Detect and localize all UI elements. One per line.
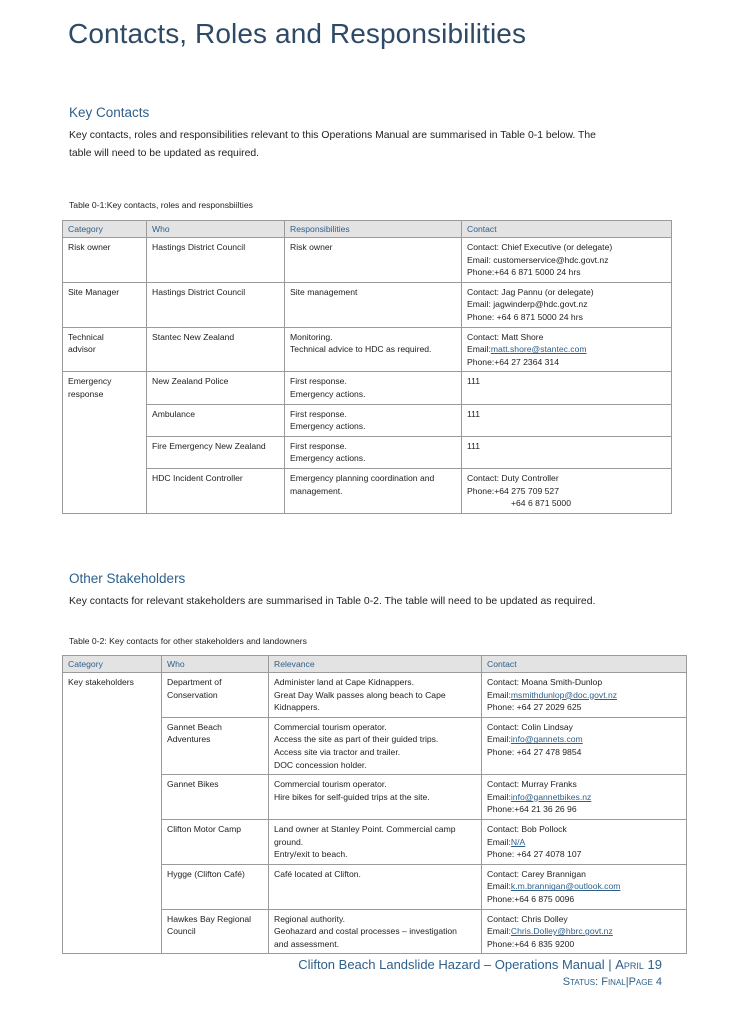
contact-label: 111 <box>467 408 481 419</box>
who-cell <box>147 468 285 513</box>
contact-label: Contact: Chief Executive (or delegate) <box>467 242 613 252</box>
responsibility-line: Emergency actions. <box>290 388 366 399</box>
contact-line <box>467 472 666 485</box>
footer-separator: | <box>625 976 629 988</box>
category-line: Key stakeholders <box>68 677 134 687</box>
contact-cell <box>482 864 687 909</box>
contact-label: Contact: Carey Brannigan <box>487 868 586 879</box>
responsibility-line: Risk owner <box>290 242 333 252</box>
responsibility-line: First response. <box>290 408 347 419</box>
stakeholders-table <box>62 655 687 954</box>
contact-label: Email: <box>487 881 511 892</box>
who-line: Gannet Bikes <box>167 779 219 790</box>
contact-line <box>487 791 681 804</box>
contact-cell <box>482 775 687 820</box>
footer-date: April 19 <box>615 957 662 972</box>
contact-line <box>487 676 681 689</box>
contact-line <box>487 868 681 881</box>
responsibility-line: Technical advice to HDC as required. <box>290 344 432 355</box>
category-cell <box>63 327 147 372</box>
table-row <box>63 327 672 372</box>
who-cell <box>162 775 269 820</box>
who-line: Department of <box>167 677 222 687</box>
contact-label: Phone:+64 6 871 5000 24 hrs <box>467 267 581 278</box>
contact-label: Email: <box>487 734 511 745</box>
table2-caption: Table 0-2: Key contacts for other stakeholders and landowners <box>69 636 307 646</box>
category-cell <box>63 282 147 327</box>
category-cell <box>63 372 147 513</box>
relevance-line: Entry/exit to beach. <box>274 849 348 860</box>
contact-line <box>467 331 666 344</box>
responsibilities-cell <box>285 468 462 513</box>
who-cell <box>162 819 269 864</box>
footer-page-number: Page 4 <box>628 976 662 988</box>
who-line: Hawkes Bay Regional <box>167 913 252 924</box>
contact-line <box>467 356 666 369</box>
contact-label: Email: <box>487 791 511 802</box>
relevance-cell <box>269 909 482 954</box>
who-line: New Zealand Police <box>152 376 229 387</box>
contact-cell <box>462 282 672 327</box>
relevance-line: Regional authority. <box>274 913 346 924</box>
contact-line <box>467 497 666 510</box>
relevance-line: Access the site as part of their guided trips. <box>274 734 439 745</box>
contact-label: Contact: Bob Pollock <box>487 823 567 834</box>
column-header: Responsibilities <box>285 221 462 238</box>
contact-label: Email: <box>487 836 511 847</box>
contact-cell <box>462 327 672 372</box>
relevance-line: and assessment. <box>274 938 339 949</box>
category-line: Risk owner <box>68 242 111 252</box>
email-link[interactable]: msmithdunlop@doc.govt.nz <box>510 689 618 700</box>
contact-label: Email: <box>467 344 491 355</box>
contact-cell <box>462 436 672 468</box>
contact-line <box>487 913 681 926</box>
contact-label: +64 6 871 5000 <box>511 498 571 509</box>
relevance-line: Café located at Clifton. <box>274 868 361 879</box>
responsibility-line: Monitoring. <box>290 331 333 342</box>
contact-label: Email: <box>487 926 511 937</box>
category-line: advisor <box>68 344 96 355</box>
contact-line <box>467 311 666 324</box>
who-cell <box>147 436 285 468</box>
relevance-line: Kidnappers. <box>274 702 320 713</box>
relevance-line: Administer land at Cape Kidnappers. <box>274 677 414 687</box>
column-header: Contact <box>462 221 672 238</box>
contact-line <box>467 266 666 279</box>
who-line: Clifton Motor Camp <box>167 823 242 834</box>
who-cell <box>147 282 285 327</box>
responsibility-line: First response. <box>290 376 347 387</box>
who-cell <box>147 404 285 436</box>
responsibility-line: Emergency actions. <box>290 421 366 432</box>
category-line: Emergency <box>68 376 112 387</box>
contact-line <box>467 241 666 254</box>
contact-line <box>487 778 681 791</box>
contact-line <box>487 938 681 951</box>
contact-label: Email: <box>487 689 511 700</box>
who-line: Ambulance <box>152 408 195 419</box>
key-contacts-table <box>62 220 672 514</box>
responsibility-line: Emergency actions. <box>290 453 366 464</box>
contact-label: Phone:+64 27 2364 314 <box>467 356 559 367</box>
column-header: Category <box>63 221 147 238</box>
contact-line <box>487 746 681 759</box>
contact-label: Contact: Colin Lindsay <box>487 721 573 732</box>
category-line: response <box>68 388 104 399</box>
who-cell <box>162 864 269 909</box>
contact-label: Contact: Matt Shore <box>467 331 544 342</box>
contact-line <box>467 375 666 388</box>
responsibilities-cell <box>285 372 462 404</box>
who-line: Conservation <box>167 689 218 700</box>
contact-cell <box>482 819 687 864</box>
contact-line <box>487 880 681 893</box>
relevance-line: Commercial tourism operator. <box>274 779 387 790</box>
who-cell <box>147 327 285 372</box>
contact-label: Contact: Duty Controller <box>467 472 559 483</box>
footer-document-title <box>298 957 662 972</box>
contact-label: Phone: +64 27 4078 107 <box>487 849 582 860</box>
section-heading-other-stakeholders: Other Stakeholders <box>69 571 186 586</box>
who-cell <box>162 909 269 954</box>
who-line: Hastings District Council <box>152 242 246 252</box>
category-cell <box>63 673 162 954</box>
table-row <box>63 282 672 327</box>
contact-cell <box>462 372 672 404</box>
category-cell <box>63 238 147 283</box>
column-header: Who <box>162 656 269 673</box>
who-line: Adventures <box>167 734 211 745</box>
column-header: Who <box>147 221 285 238</box>
who-cell <box>162 717 269 774</box>
page-title: Contacts, Roles and Responsibilities <box>68 18 527 49</box>
email-link[interactable]: N/A <box>510 836 526 847</box>
relevance-line: Commercial tourism operator. <box>274 721 387 732</box>
key-contacts-paragraph <box>69 127 659 163</box>
contact-label: Phone:+64 275 709 527 <box>467 485 559 496</box>
relevance-cell <box>269 819 482 864</box>
paragraph-line: Key contacts, roles and responsibilities relevant to this Operations Manual are summarised in Table 0-1 below. The <box>69 130 596 141</box>
relevance-line: DOC concession holder. <box>274 759 367 770</box>
who-line: Fire Emergency New Zealand <box>152 440 266 451</box>
email-link[interactable]: info@gannetbikes.nz <box>510 791 592 802</box>
responsibility-line: management. <box>290 485 343 496</box>
relevance-line: Geohazard and costal processes – investigation <box>274 926 457 937</box>
who-line: Hastings District Council <box>152 286 246 297</box>
contact-label: Phone: +64 27 478 9854 <box>487 746 582 757</box>
contact-cell <box>462 238 672 283</box>
contact-line <box>467 408 666 421</box>
contact-label: 111 <box>467 440 481 451</box>
category-line: Site Manager <box>68 286 120 297</box>
email-link[interactable]: k.m.brannigan@outlook.com <box>510 881 621 892</box>
contact-line <box>467 485 666 498</box>
paragraph-line: table will need to be updated as required. <box>69 148 260 159</box>
email-link[interactable]: Chris.Dolley@hbrc.govt.nz <box>510 926 613 937</box>
section-heading-key-contacts: Key Contacts <box>69 105 150 120</box>
responsibility-line: Site management <box>290 286 358 297</box>
relevance-cell <box>269 717 482 774</box>
contact-line <box>487 893 681 906</box>
other-stakeholders-paragraph: Key contacts for relevant stakeholders are summarised in Table 0-2. The table will need to be updated as required. <box>69 596 596 607</box>
contact-line <box>467 343 666 356</box>
contact-label: Contact: Moana Smith-Dunlop <box>487 677 603 687</box>
contact-line <box>467 298 666 311</box>
who-line: Gannet Beach <box>167 721 222 732</box>
table1-caption: Table 0-1:Key contacts, roles and responsbiilties <box>69 200 253 210</box>
who-line: Hygge (Clifton Café) <box>167 868 245 879</box>
contact-line <box>487 701 681 714</box>
who-line: Council <box>167 926 196 937</box>
contact-label: Contact: Chris Dolley <box>487 913 568 924</box>
category-line: Technical <box>68 331 104 342</box>
contact-line <box>487 689 681 702</box>
email-link[interactable]: matt.shore@stantec.com <box>490 344 587 355</box>
footer-title: Clifton Beach Landslide Hazard – Operations Manual <box>298 957 605 972</box>
contact-label: Phone: +64 27 2029 625 <box>487 702 582 713</box>
table-row <box>63 468 672 513</box>
who-cell <box>162 673 269 718</box>
column-header: Relevance <box>269 656 482 673</box>
table-row <box>63 372 672 404</box>
relevance-line: Great Day Walk passes along beach to Cape <box>274 689 446 700</box>
relevance-cell <box>269 775 482 820</box>
contact-line <box>487 733 681 746</box>
responsibilities-cell <box>285 238 462 283</box>
table-row <box>63 436 672 468</box>
relevance-cell <box>269 864 482 909</box>
footer-status-text: Status: Final <box>562 976 626 988</box>
responsibilities-cell <box>285 436 462 468</box>
responsibilities-cell <box>285 327 462 372</box>
contact-label: Email: jagwinderp@hdc.govt.nz <box>467 299 588 310</box>
footer-separator: | <box>608 957 612 972</box>
contact-label: Phone:+64 21 36 26 96 <box>487 804 577 815</box>
contact-label: 111 <box>467 376 481 387</box>
responsibilities-cell <box>285 404 462 436</box>
relevance-line: ground. <box>274 836 304 847</box>
contact-line <box>467 286 666 299</box>
contact-label: Contact: Murray Franks <box>487 779 577 790</box>
table-row <box>63 673 687 718</box>
who-cell <box>147 372 285 404</box>
column-header: Contact <box>482 656 687 673</box>
contact-line <box>487 823 681 836</box>
relevance-line: Land owner at Stanley Point. Commercial camp <box>274 823 456 834</box>
contact-line <box>487 836 681 849</box>
contact-line <box>487 721 681 734</box>
column-header: Category <box>63 656 162 673</box>
responsibilities-cell <box>285 282 462 327</box>
contact-line <box>487 848 681 861</box>
who-cell <box>147 238 285 283</box>
contact-line <box>467 254 666 267</box>
who-line: Stantec New Zealand <box>152 331 235 342</box>
table-row <box>63 238 672 283</box>
relevance-cell <box>269 673 482 718</box>
table-row <box>63 404 672 436</box>
contact-cell <box>482 717 687 774</box>
contact-label: Email: customerservice@hdc.govt.nz <box>467 254 609 265</box>
responsibility-line: First response. <box>290 440 347 451</box>
contact-line <box>487 925 681 938</box>
contact-line <box>487 803 681 816</box>
contact-label: Contact: Jag Pannu (or delegate) <box>467 286 594 297</box>
contact-cell <box>482 673 687 718</box>
contact-cell <box>482 909 687 954</box>
who-line: HDC Incident Controller <box>152 472 243 483</box>
contact-label: Phone:+64 6 875 0096 <box>487 893 575 904</box>
contact-cell <box>462 468 672 513</box>
email-link[interactable]: info@gannets.com <box>510 734 583 745</box>
contact-label: Phone: +64 6 871 5000 24 hrs <box>467 311 583 322</box>
contact-cell <box>462 404 672 436</box>
responsibility-line: Emergency planning coordination and <box>290 472 435 483</box>
footer-status <box>563 976 662 988</box>
relevance-line: Access site via tractor and trailer. <box>274 746 401 757</box>
contact-label: Phone:+64 6 835 9200 <box>487 938 575 949</box>
contact-line <box>467 440 666 453</box>
relevance-line: Hire bikes for self-guided trips at the site. <box>274 791 430 802</box>
